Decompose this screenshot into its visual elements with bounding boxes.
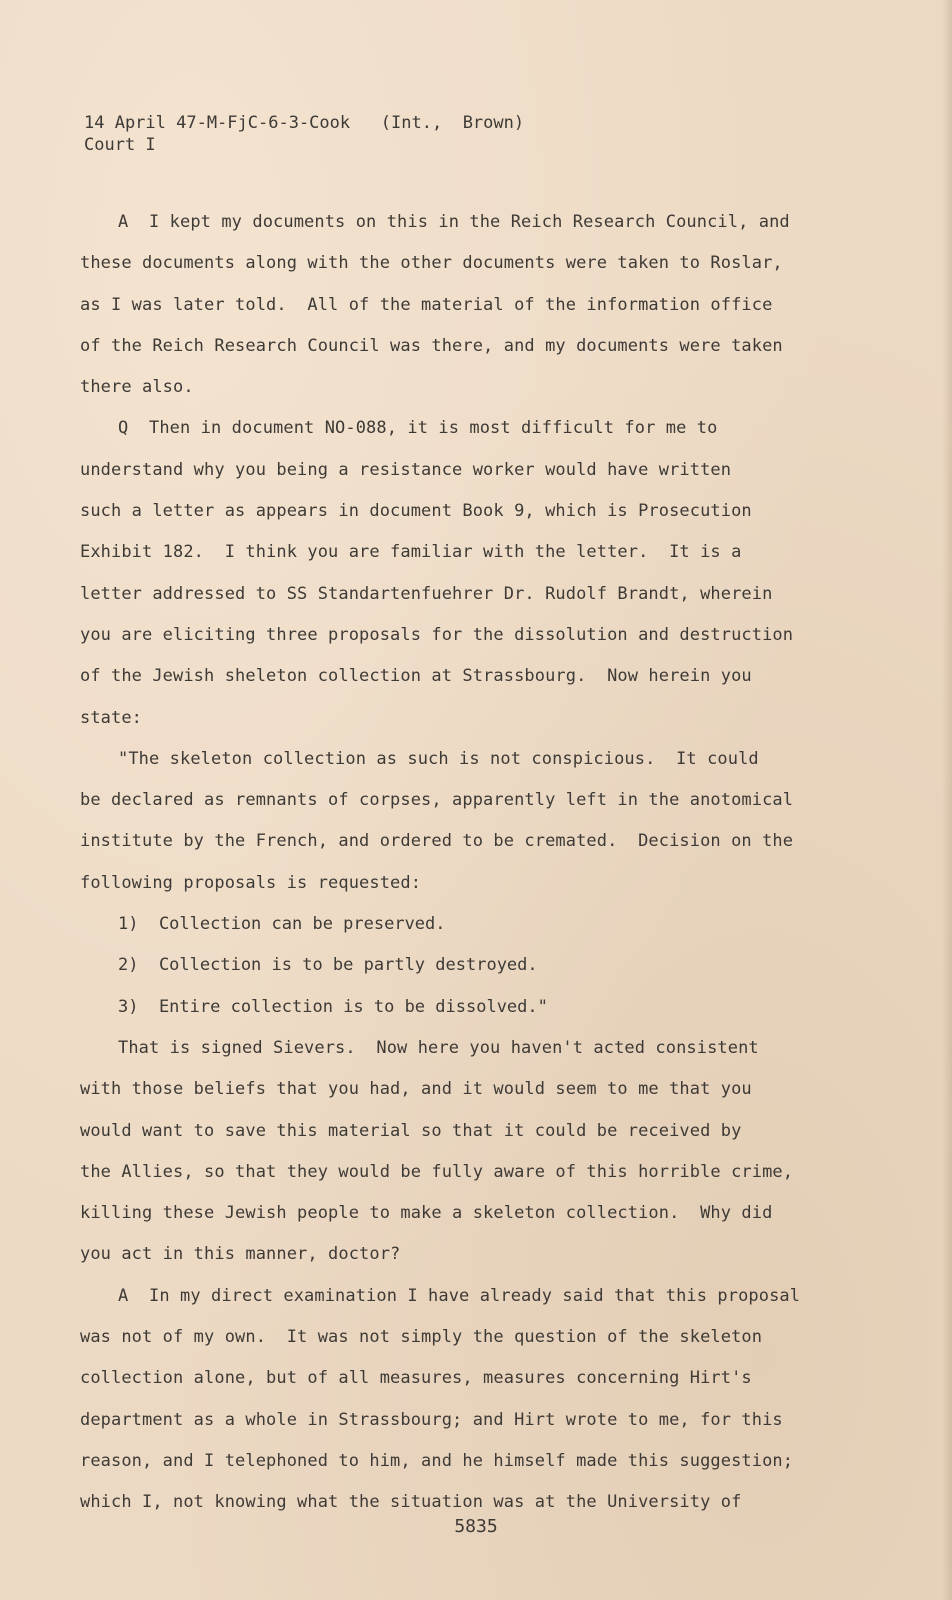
text-line: collection alone, but of all measures, measures concerning Hirt's xyxy=(80,1368,752,1389)
header-session-line: 14 April 47-M-FjC-6-3-Cook (Int., Brown) xyxy=(84,113,525,133)
text-line: letter addressed to SS Standartenfuehrer Dr. Rudolf Brandt, wherein xyxy=(80,583,773,604)
text-line: That is signed Sievers. Now here you haven't acted consistent xyxy=(118,1037,759,1058)
proposal-list-item: 1) Collection can be preserved. xyxy=(118,914,446,935)
text-line: would want to save this material so that it could be received by xyxy=(80,1120,742,1141)
text-line: understand why you being a resistance worker would have written xyxy=(80,459,732,480)
page-edge-shadow xyxy=(942,0,952,1600)
quote-line: institute by the French, and ordered to be cremated. Decision on the xyxy=(80,831,794,852)
quote-line: following proposals is requested: xyxy=(80,872,422,893)
text-line: state: xyxy=(80,707,143,728)
text-line: the Allies, so that they would be fully aware of this horrible crime, xyxy=(80,1161,794,1182)
transcript-body xyxy=(80,209,800,1531)
text-line: there also. xyxy=(80,377,194,398)
text-line: Exhibit 182. I think you are familiar with the letter. It is a xyxy=(80,542,742,563)
quote-line: "The skeleton collection as such is not conspicious. It could xyxy=(118,748,759,769)
text-line: as I was later told. All of the material of the information office xyxy=(80,294,773,315)
quote-line: be declared as remnants of corpses, apparently left in the anotomical xyxy=(80,790,794,811)
text-line: A I kept my documents on this in the Reich Research Council, and xyxy=(118,212,790,232)
text-line: such a letter as appears in document Book 9, which is Prosecution xyxy=(80,501,752,522)
text-line: you are eliciting three proposals for the dissolution and destruction xyxy=(80,624,794,645)
text-line: Q Then in document NO-088, it is most difficult for me to xyxy=(118,418,718,439)
proposal-list-item: 3) Entire collection is to be dissolved." xyxy=(118,996,548,1017)
text-line: which I, not knowing what the situation was at the University of xyxy=(80,1492,742,1513)
text-line: of the Reich Research Council was there, and my documents were taken xyxy=(80,335,783,356)
transcript-header xyxy=(84,112,524,156)
text-line: A In my direct examination I have already said that this proposal xyxy=(118,1285,801,1306)
text-line: these documents along with the other documents were taken to Roslar, xyxy=(80,253,783,274)
header-court-line: Court I xyxy=(84,135,156,155)
text-line: reason, and I telephoned to him, and he himself made this suggestion; xyxy=(80,1450,794,1471)
text-line: department as a whole in Strassbourg; and Hirt wrote to me, for this xyxy=(80,1409,783,1430)
text-line: was not of my own. It was not simply the question of the skeleton xyxy=(80,1327,763,1348)
text-line: with those beliefs that you had, and it would seem to me that you xyxy=(80,1079,752,1100)
text-line: you act in this manner, doctor? xyxy=(80,1244,401,1265)
proposal-list-item: 2) Collection is to be partly destroyed. xyxy=(118,955,538,976)
page-number: 5835 xyxy=(454,1516,498,1537)
text-line: killing these Jewish people to make a skeleton collection. Why did xyxy=(80,1203,773,1224)
text-line: of the Jewish sheleton collection at Strassbourg. Now herein you xyxy=(80,666,752,687)
